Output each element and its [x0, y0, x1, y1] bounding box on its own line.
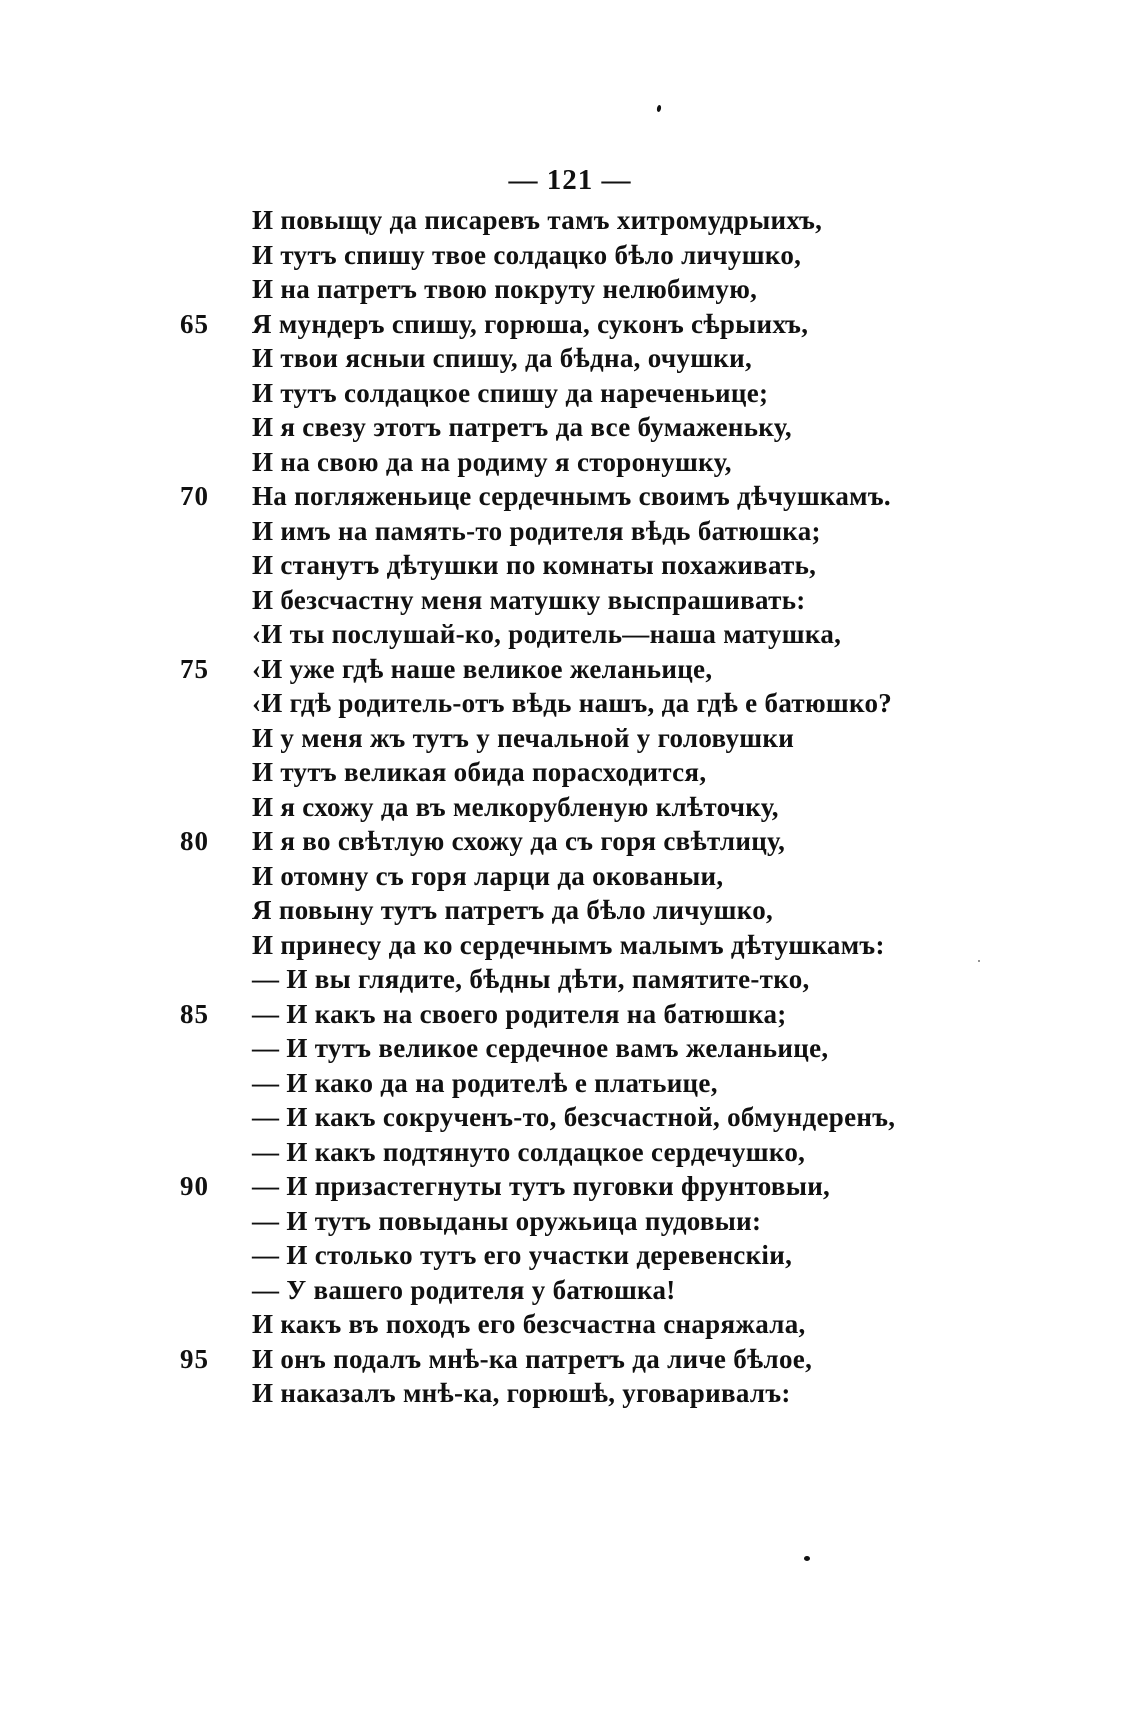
poem-line: [180, 1342, 1100, 1377]
line-text: Я мундеръ спишу, горюша, суконъ сѣрыихъ,: [252, 308, 809, 339]
poem-line: [180, 859, 1100, 894]
line-text: На погляженьице сердечнымъ своимъ дѣчушкамъ.: [252, 481, 891, 511]
line-text: — И како да на родителѣ е платьице,: [252, 1067, 718, 1098]
poem-line: [180, 962, 1100, 997]
line-text: ‹И гдѣ родитель-отъ вѣдь нашъ, да гдѣ е батюшко?: [252, 688, 893, 718]
line-text: И повыщу да писаревъ тамъ хитромудрыихъ,: [252, 205, 823, 235]
line-text: — У вашего родителя у батюшка!: [252, 1274, 676, 1305]
line-text: И на патретъ твою покруту нелюбимую,: [252, 274, 758, 304]
page-number: — 121 —: [508, 164, 632, 196]
poem-line: [180, 583, 1100, 618]
line-text: И наказалъ мнѣ-ка, горюшѣ, уговаривалъ:: [252, 1378, 791, 1408]
poem-text: [180, 203, 1100, 1411]
line-text: — И какъ сокрученъ-то, безсчастной, обмундеренъ,: [252, 1102, 896, 1132]
poem-line: [180, 1100, 1100, 1135]
line-text: И какъ въ походъ его безсчастна снаряжала,: [252, 1309, 806, 1339]
poem-line: [180, 548, 1100, 583]
line-text: ‹И ты послушай-ко, родитель—наша матушка,: [252, 619, 842, 649]
poem-line: [180, 1066, 1100, 1101]
line-text: — И тутъ повыданы оружьица пудовыи:: [252, 1205, 762, 1236]
poem-line: [180, 893, 1100, 928]
poem-line: [180, 1376, 1100, 1411]
poem-line: [180, 410, 1100, 445]
line-text: И станутъ дѣтушки по комнаты похаживать,: [252, 550, 817, 580]
poem-line: [180, 1307, 1100, 1342]
line-text: И отомну съ горя ларци да окованыи,: [252, 860, 724, 891]
poem-line: [180, 790, 1100, 825]
line-text: — И какъ подтянуто солдацкое сердечушко,: [252, 1136, 806, 1167]
line-text: И тутъ великая обида порасходится,: [252, 757, 707, 787]
line-text: И у меня жъ тутъ у печальной у головушки: [252, 722, 795, 753]
line-text: — И вы глядите, бѣдны дѣти, памятите-тко,: [252, 964, 810, 994]
poem-line: [180, 1135, 1100, 1170]
poem-line: [180, 479, 1100, 514]
poem-line: [180, 1204, 1100, 1239]
line-number: 70: [180, 481, 209, 511]
poem-line: [180, 686, 1100, 721]
line-text: И на свою да на родиму я сторонушку,: [252, 446, 732, 477]
poem-line: [180, 514, 1100, 549]
poem-line: [180, 997, 1100, 1032]
line-number: 80: [180, 826, 209, 856]
line-text: — И столько тутъ его участки деревенскіи,: [252, 1240, 793, 1270]
line-text: — И какъ на своего родителя на батюшка;: [252, 998, 787, 1029]
poem-line: [180, 755, 1100, 790]
poem-line: [180, 721, 1100, 756]
ink-speck: [804, 1556, 810, 1561]
line-text: И принесу да ко сердечнымъ малымъ дѣтушкамъ:: [252, 929, 885, 960]
ink-speck: [656, 105, 661, 113]
poem-line: [180, 1169, 1100, 1204]
poem-line: [180, 928, 1100, 963]
poem-line: [180, 307, 1100, 342]
line-text: И я во свѣтлую схожу да съ горя свѣтлицу,: [252, 826, 786, 856]
line-text: И твои ясныи спишу, да бѣдна, очушки,: [252, 343, 753, 373]
line-text: И я схожу да въ мелкорубленую клѣточку,: [252, 791, 779, 822]
poem-line: [180, 203, 1100, 238]
line-text: ‹И уже гдѣ наше великое желаньице,: [252, 653, 713, 684]
line-text: И тутъ солдацкое спишу да нареченьице;: [252, 377, 769, 408]
poem-line: [180, 445, 1100, 480]
line-text: И имъ на память-то родителя вѣдь батюшка;: [252, 515, 821, 546]
line-number: 90: [180, 1171, 209, 1201]
poem-line: [180, 1031, 1100, 1066]
poem-line: [180, 652, 1100, 687]
line-number: 95: [180, 1343, 209, 1374]
line-text: И я свезу этотъ патретъ да все бумаженьку,: [252, 412, 792, 442]
line-text: И онъ подалъ мнѣ-ка патретъ да личе бѣлое,: [252, 1343, 813, 1374]
line-text: И безсчастну меня матушку выспрашивать:: [252, 584, 806, 615]
poem-line: [180, 376, 1100, 411]
poem-line: [180, 341, 1100, 376]
poem-line: [180, 824, 1100, 859]
line-text: — И тутъ великое сердечное вамъ желаньице,: [252, 1033, 829, 1063]
poem-line: [180, 272, 1100, 307]
poem-line: [180, 1238, 1100, 1273]
line-text: И тутъ спишу твое солдацко бѣло личушко,: [252, 239, 802, 270]
line-number: 75: [180, 653, 209, 684]
poem-line: [180, 617, 1100, 652]
line-number: 85: [180, 998, 209, 1029]
line-text: Я повыну тутъ патретъ да бѣло личушко,: [252, 895, 774, 925]
poem-line: [180, 238, 1100, 273]
line-text: — И призастегнуты тутъ пуговки фрунтовыи,: [252, 1171, 831, 1201]
poem-line: [180, 1273, 1100, 1308]
line-number: 65: [180, 308, 209, 339]
